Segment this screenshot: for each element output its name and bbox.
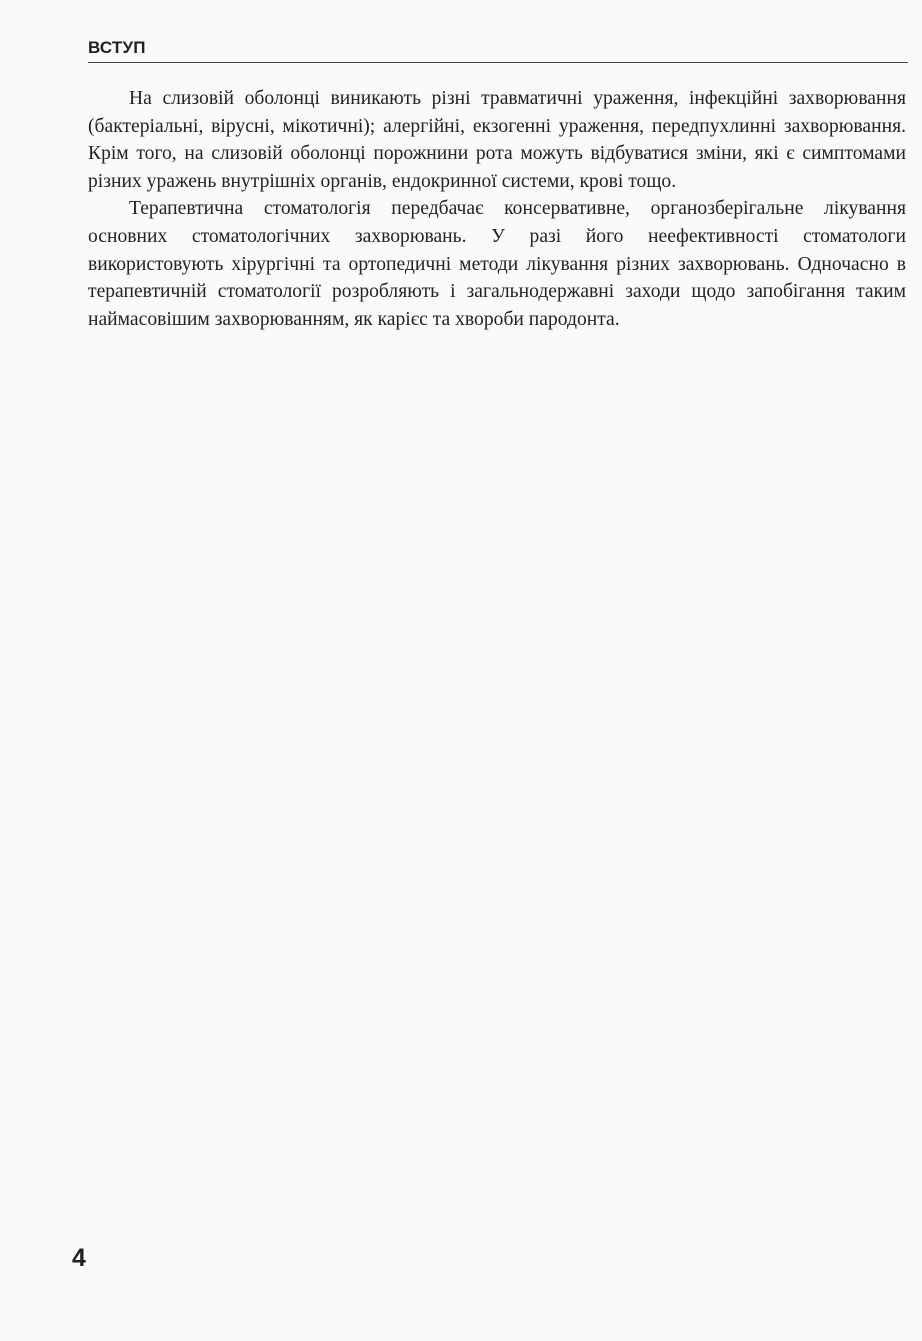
section-running-head: ВСТУП <box>88 38 146 57</box>
paragraph: Терапевтична стоматологія передбачає консервативне, органозберігальне лікування основних стоматологічних захворювань. У разі його неефективності стоматологи використовують хірургічні та ортопедичні методи лікування різних захворювань. Одночасно в терапевтичній стоматології розробляють і загальнодержавні заходи щодо запобігання таким наймасовішим захворюванням, як карієс та хвороби пародонта. <box>88 198 906 330</box>
page-number: 4 <box>72 1244 86 1272</box>
paragraph: На слизовій оболонці виникають різні травматичні ураження, інфекційні захворювання (бактеріальні, вірусні, мікотичні); алергійні, екзогенні ураження, передпухлинні захворювання. Крім того, на слизовій оболонці порожнини рота можуть відбуватися зміни, які є симптомами різних уражень внутрішніх органів, ендокринної системи, крові тощо. <box>88 88 906 192</box>
header-rule <box>88 62 908 63</box>
body-text <box>88 85 906 333</box>
